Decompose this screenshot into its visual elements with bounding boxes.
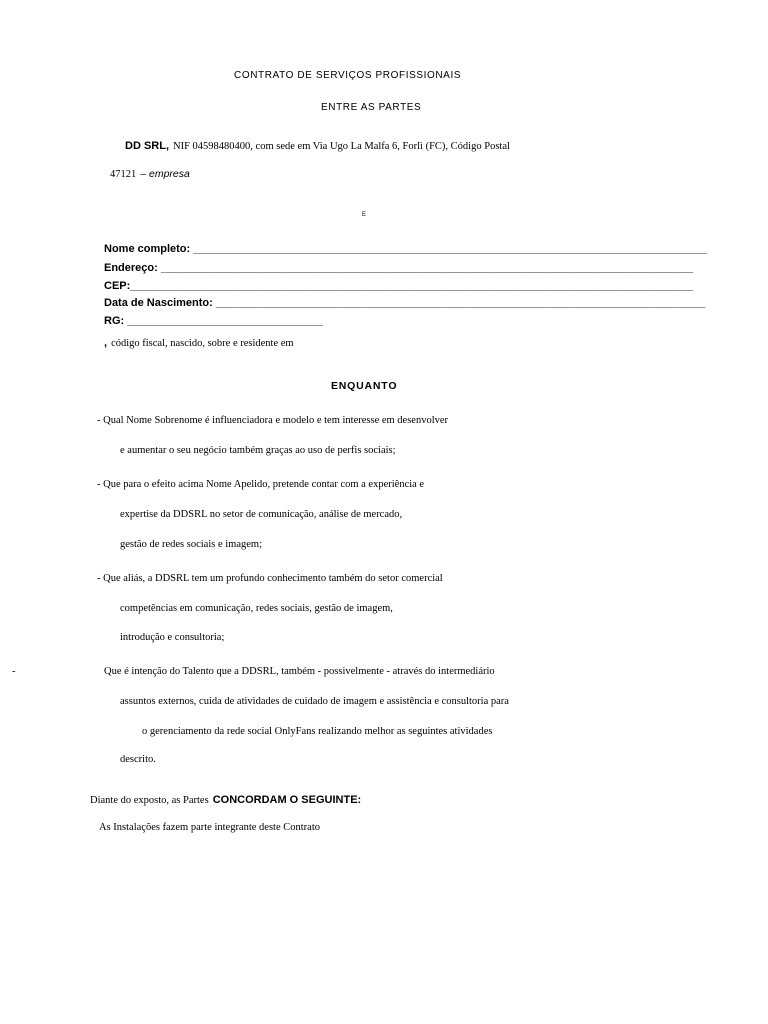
company-postal-code: 47121 — [110, 169, 137, 180]
agreement-lead: Diante do exposto, as Partes — [90, 795, 209, 806]
annexes-note: As Instalações fazem parte integrante deste Contrato — [99, 822, 320, 833]
clause-3-line-3: introdução e consultoria; — [120, 632, 225, 643]
clause-2-line-1: - Que para o efeito acima Nome Apelido, pretende contar com a experiência e — [97, 479, 425, 490]
tax-code-line — [104, 333, 294, 351]
full-name-field: Nome completo: ____________________________________________________________________________________ — [104, 243, 708, 255]
company-line — [125, 136, 510, 154]
clause-4-line-4: descrito. — [120, 754, 156, 765]
postal-code-field: CEP:____________________________________________________________________________________________ — [104, 280, 694, 292]
section-heading: ENQUANTO — [331, 380, 398, 392]
clause-4-dash: - — [12, 666, 16, 677]
company-name: DD SRL, — [125, 140, 169, 152]
clause-1-line-2: e aumentar o seu negócio também graças ao uso de perfis sociais; — [120, 445, 396, 456]
clause-4-line-1: Que é intenção do Talento que a DDSRL, também - possivelmente - através do intermediário — [104, 666, 495, 677]
rg-field: RG: ________________________________ — [104, 315, 323, 327]
clause-2-line-3: gestão de redes sociais e imagem; — [120, 539, 262, 550]
company-postal-line — [110, 164, 190, 182]
contract-subtitle: ENTRE AS PARTES — [321, 102, 422, 113]
clause-2-line-2: expertise da DDSRL no setor de comunicação, análise de mercado, — [120, 509, 403, 520]
parties-separator: E — [362, 212, 367, 218]
company-role: – empresa — [140, 168, 190, 180]
address-field: Endereço: _______________________________________________________________________________________ — [104, 262, 694, 274]
birth-date-field: Data de Nascimento: ________________________________________________________________________________ — [104, 297, 706, 309]
company-details: NIF 04598480400, com sede em Via Ugo La Malfa 6, Forlì (FC), Código Postal — [173, 141, 510, 152]
clause-1-line-1: - Qual Nome Sobrenome é influenciadora e modelo e tem interesse em desenvolver — [97, 415, 449, 426]
contract-title: CONTRATO DE SERVIÇOS PROFISSIONAIS — [234, 70, 462, 81]
tax-code-text: código fiscal, nascido, sobre e residente em — [111, 338, 294, 349]
agreement-heading: CONCORDAM O SEGUINTE: — [212, 794, 362, 806]
clause-4-line-3: o gerenciamento da rede social OnlyFans realizando melhor as seguintes atividades — [142, 726, 493, 737]
clause-4-line-2: assuntos externos, cuida de atividades de cuidado de imagem e assistência e consultoria para — [120, 696, 509, 707]
agreement-line — [90, 790, 361, 808]
clause-3-line-2: competências em comunicação, redes sociais, gestão de imagem, — [120, 603, 393, 614]
tax-code-comma: , — [104, 337, 108, 349]
clause-3-line-1: - Que aliás, a DDSRL tem um profundo conhecimento também do setor comercial — [97, 573, 443, 584]
